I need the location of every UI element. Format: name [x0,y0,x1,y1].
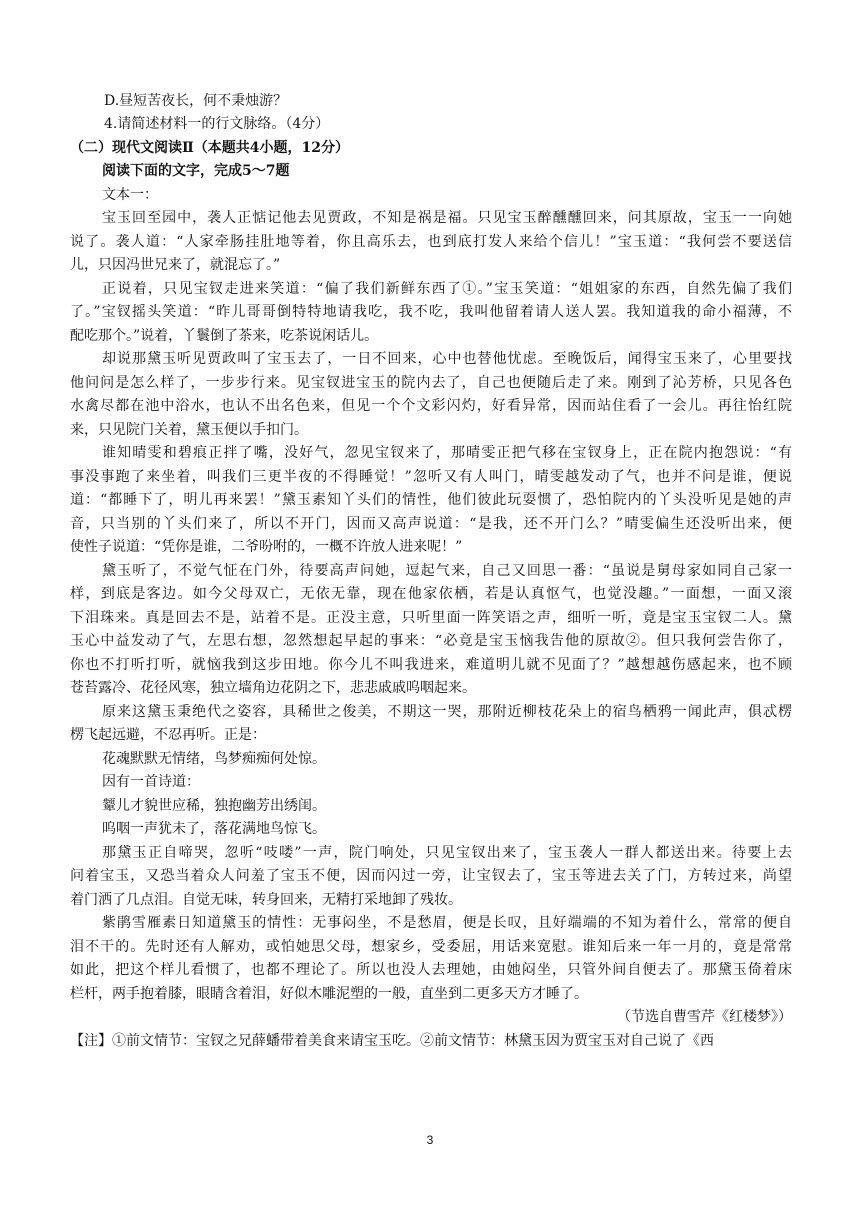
text-line: 因有一首诗道： [102,774,200,790]
text-line: 来，只见院门关着，黛玉便以手扣门。 [70,422,308,438]
text-line: 玉心中益发动了气，左思右想，忽然想起早起的事来：“必竟是宝玉恼我告他的原故②。但只我何尝告你了， [70,633,792,649]
text-line: 配吃那个。”说着，丫鬟倒了茶来，吃茶说闲话儿。 [70,328,379,344]
text-one-label: 文本一： [102,187,158,203]
instruction-heading: 阅读下面的文字，完成5～7题 [102,163,290,179]
text-line: 如此，把这个样儿看惯了，也都不理论了。所以也没人去理她，由她闷坐，只管外间自便去了。那黛玉倚着床 [70,962,792,978]
text-line: 谁知晴雯和碧痕正拌了嘴，没好气，忽见宝钗来了，那晴雯正把气移在宝钗身上，正在院内抱怨说：“有 [102,445,792,461]
page-number: 3 [426,1133,434,1147]
footnote: 【注】①前文情节：宝钗之兄薛蟠带着美食来请宝玉吃。②前文情节：林黛玉因为贾宝玉对自己说了《西 [70,1033,714,1049]
text-line: 问着宝玉，又恐当着众人问羞了宝玉不便，因而闪过一旁，让宝钗去了，宝玉等进去关了门，方转过来，尚望 [70,868,792,884]
text-line: 栏杆，两手抱着膝，眼睛含着泪，好似木雕泥塑的一般，直坐到二更多天方才睡了。 [70,986,588,1002]
text-line: 他问问是怎么样了，一步步行来。见宝钗进宝玉的院内去了，自己也便随后走了来。刚到了沁芳桥，只见各色 [70,375,792,391]
text-line: 样，到底是客边。如今父母双亡，无依无靠，现在他家依栖，若是认真怄气，也觉没趣。”一面想，一面又滚 [70,586,792,602]
text-line: 黛玉听了，不觉气怔在门外，待要高声问她，逗起气来，自己又回思一番：“虽说是舅母家如同自己家一 [102,563,792,579]
text-line: 苍苔露冷、花径风寒，独立墙角边花阴之下，悲悲戚戚呜咽起来。 [70,680,476,696]
source-citation: （节选自曹雪芹《红楼梦》） [617,1009,792,1025]
poem-line: 花魂默默无情绪，鸟梦痴痴何处惊。 [102,751,326,767]
question-4: 4.请简述材料一的行文脉络。（4分） [104,116,330,132]
text-line: 泪不干的。先时还有人解劝，或怕她思父母，想家乡，受委屈，用话来宽慰。谁知后来一年一月的，竟是常常 [70,939,792,955]
text-line: 原来这黛玉秉绝代之姿容，具稀世之俊美，不期这一哭，那附近柳枝花朵上的宿鸟栖鸦一闻此声，俱忒楞 [102,704,792,720]
text-line: 儿，只因冯世兄来了，就混忘了。” [70,257,281,273]
text-line: 道：“都睡下了，明儿再来罢！”黛玉素知丫头们的情性，他们彼此玩耍惯了，恐怕院内的丫头没听见是她的声 [70,492,792,508]
option-d: D.昼短苦夜长，何不秉烛游？ [104,93,288,109]
text-line: 下泪珠来。真是回去不是，站着不是。正没主意，只听里面一阵笑语之声，细听一听，竟是宝玉宝钗二人。黛 [70,610,792,626]
text-line: 说了。袭人道：“人家牵肠挂肚地等着，你且高乐去，也到底打发人来给个信儿！”宝玉道：“我何尝不要送信 [70,234,792,250]
text-line: 宝玉回至园中，袭人正惦记他去见贾政，不知是祸是福。只见宝玉醉醺醺回来，问其原故，宝玉一一向她 [102,210,792,226]
text-line: 那黛玉正自啼哭，忽听“吱喽”一声，院门响处，只见宝钗出来了，宝玉袭人一群人都送出来。待要上去 [102,845,792,861]
text-line: 着门洒了几点泪。自觉无味，转身回来，无精打采地卸了残妆。 [70,892,462,908]
text-line: 紫鹃雪雁素日知道黛玉的情性：无事闷坐，不是愁眉，便是长叹，且好端端的不知为着什么，常常的便自 [102,915,792,931]
text-line: 了。”宝钗摇头笑道：“昨儿哥哥倒特特地请我吃，我不吃，我叫他留着请人送人罢。我知道我的命小福薄，不 [70,304,792,320]
text-line: 你也不打听打听，就恼我到这步田地。你今儿不叫我进来，难道明儿就不见面了？”越想越伤感起来，也不顾 [70,657,792,673]
section-heading: （二）现代文阅读Ⅱ（本题共4小题，12分） [70,140,350,156]
text-line: 楞飞起远避，不忍再听。正是： [70,727,266,743]
poem-line: 颦儿才貌世应稀，独抱幽芳出绣闺。 [102,798,326,814]
text-line: 音，只当别的丫头们来了，所以不开门，因而又高声说道：“是我，还不开门么？”晴雯偏生还没听出来，便 [70,516,792,532]
text-line: 水禽尽都在池中浴水，也认不出名色来，但见一个个文彩闪灼，好看异常，因而站住看了一会儿。再往怡红院 [70,398,792,414]
text-line: 却说那黛玉听见贾政叫了宝玉去了，一日不回来，心中也替他忧虑。至晚饭后，闻得宝玉来了，心里要找 [102,351,792,367]
text-line: 使性子说道：“凭你是谁，二爷吩咐的，一概不许放人进来呢！” [70,539,463,555]
text-line: 事没事跑了来坐着，叫我们三更半夜的不得睡觉！”忽听又有人叫门，晴雯越发动了气，也并不问是谁，便说 [70,469,792,485]
text-line: 正说着，只见宝钗走进来笑道：“偏了我们新鲜东西了①。”宝玉笑道：“姐姐家的东西，自然先偏了我们 [102,281,792,297]
poem-line: 呜咽一声犹未了，落花满地鸟惊飞。 [102,821,326,837]
